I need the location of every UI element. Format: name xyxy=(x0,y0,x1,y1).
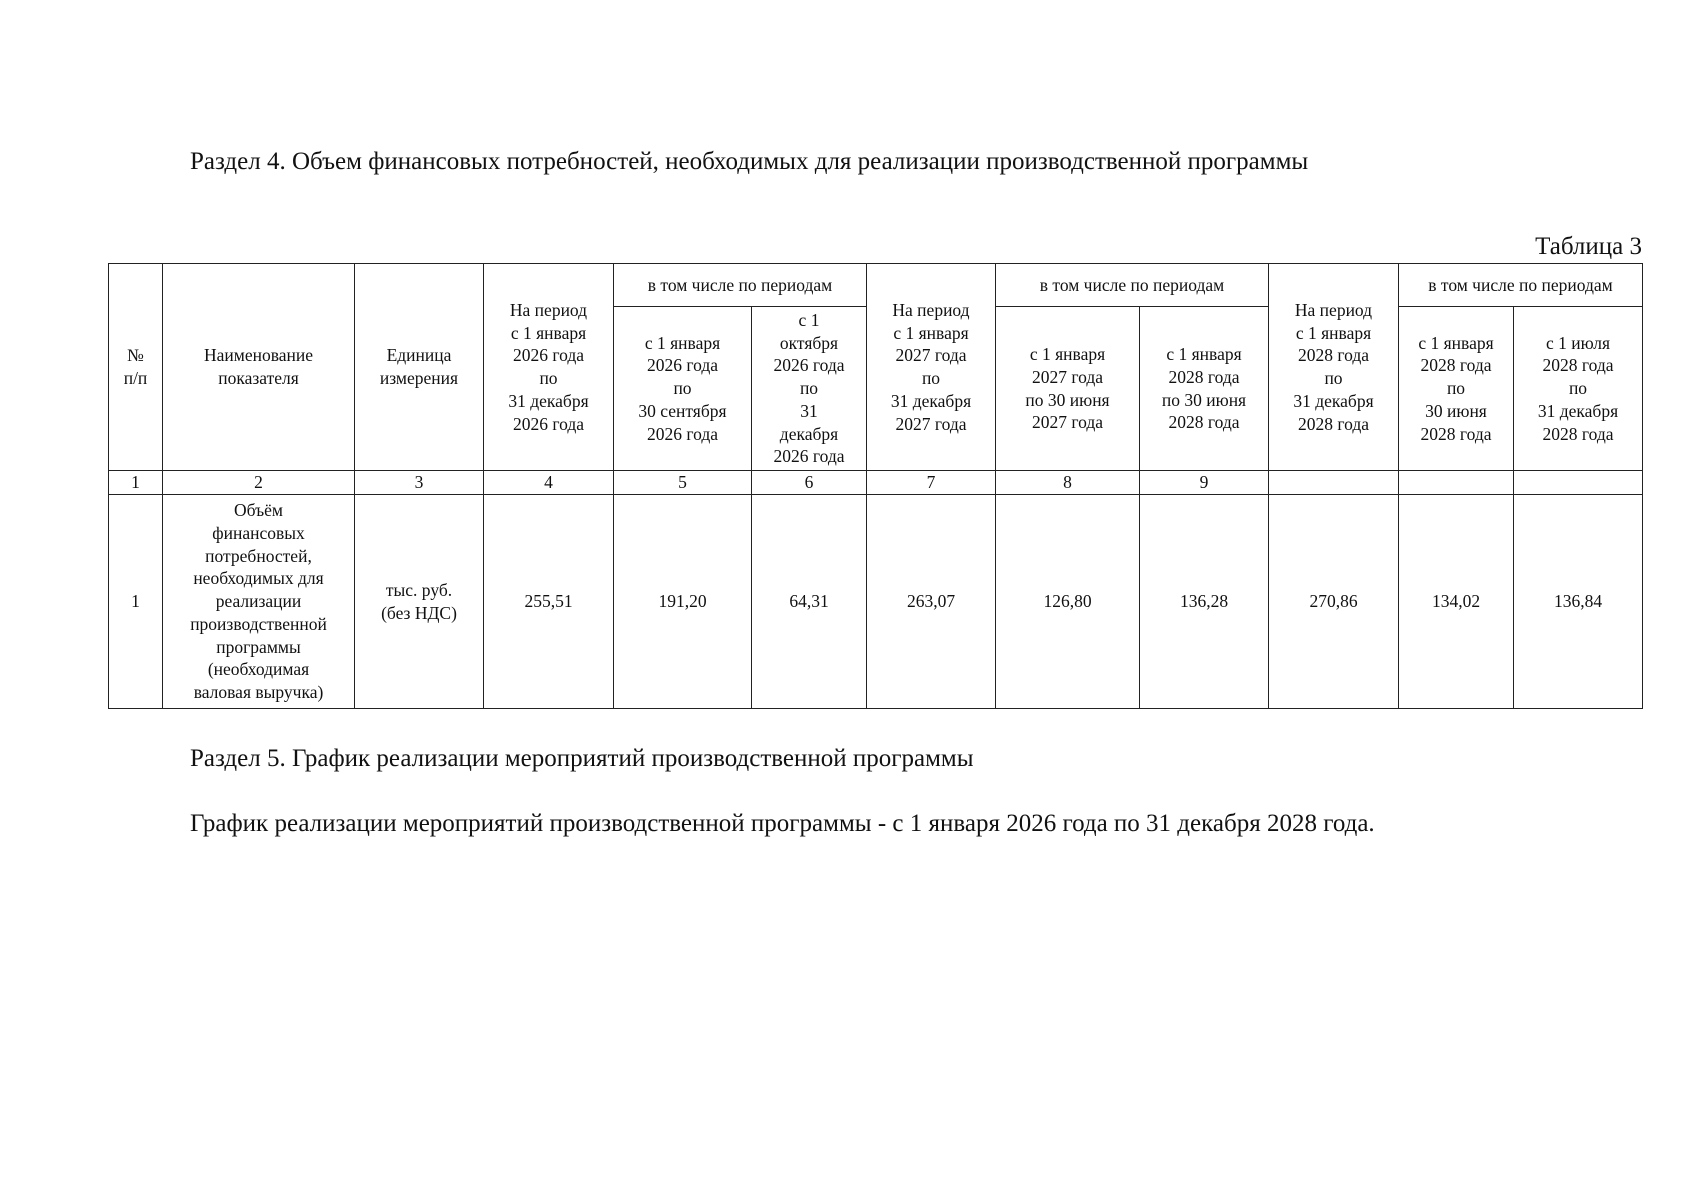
header-indicator-name: Наименование показателя xyxy=(163,264,355,471)
header-subperiod-5: с 1 января 2028 года по 30 июня 2028 года xyxy=(1399,307,1514,471)
column-number xyxy=(1514,471,1643,495)
column-number: 3 xyxy=(355,471,484,495)
value-cell: 263,07 xyxy=(867,495,996,709)
column-number: 1 xyxy=(109,471,163,495)
column-number-row xyxy=(109,471,1643,495)
header-subperiod-2: с 1 октября 2026 года по 31 декабря 2026 года xyxy=(752,307,867,471)
header-subperiod-6: с 1 июля 2028 года по 31 декабря 2028 года xyxy=(1514,307,1643,471)
value-cell: 134,02 xyxy=(1399,495,1514,709)
column-number: 7 xyxy=(867,471,996,495)
header-group-2026: в том числе по периодам xyxy=(614,264,867,307)
column-number: 8 xyxy=(996,471,1140,495)
section-4-title: Раздел 4. Объем финансовых потребностей, необходимых для реализации производственной программы xyxy=(190,148,1309,175)
value-cell: 270,86 xyxy=(1269,495,1399,709)
column-number: 6 xyxy=(752,471,867,495)
table-row xyxy=(109,495,1643,709)
schedule-text: График реализации мероприятий производственной программы - с 1 января 2026 года по 31 декабря 2028 года. xyxy=(190,810,1375,837)
value-cell: 64,31 xyxy=(752,495,867,709)
header-row-1 xyxy=(109,264,1643,307)
header-group-2027: в том числе по периодам xyxy=(996,264,1269,307)
header-period-2027: На период с 1 января 2027 года по 31 декабря 2027 года xyxy=(867,264,996,471)
row-number: 1 xyxy=(109,495,163,709)
value-cell: 136,84 xyxy=(1514,495,1643,709)
header-number: № п/п xyxy=(109,264,163,471)
header-period-2026: На период с 1 января 2026 года по 31 декабря 2026 года xyxy=(484,264,614,471)
header-subperiod-1: с 1 января 2026 года по 30 сентября 2026 года xyxy=(614,307,752,471)
value-cell: 255,51 xyxy=(484,495,614,709)
column-number: 9 xyxy=(1140,471,1269,495)
value-cell: 126,80 xyxy=(996,495,1140,709)
column-number xyxy=(1399,471,1514,495)
column-number: 2 xyxy=(163,471,355,495)
header-unit: Единица измерения xyxy=(355,264,484,471)
column-number: 5 xyxy=(614,471,752,495)
table-caption: Таблица 3 xyxy=(1535,233,1642,260)
value-cell: 191,20 xyxy=(614,495,752,709)
header-period-2028: На период с 1 января 2028 года по 31 декабря 2028 года xyxy=(1269,264,1399,471)
row-unit: тыс. руб. (без НДС) xyxy=(355,495,484,709)
value-cell: 136,28 xyxy=(1140,495,1269,709)
column-number: 4 xyxy=(484,471,614,495)
row-indicator-name: Объём финансовых потребностей, необходимых для реализации производственной программы (необходимая валовая выручка) xyxy=(163,495,355,709)
header-subperiod-3: с 1 января 2027 года по 30 июня 2027 года xyxy=(996,307,1140,471)
header-subperiod-4: с 1 января 2028 года по 30 июня 2028 года xyxy=(1140,307,1269,471)
column-number xyxy=(1269,471,1399,495)
financial-needs-table xyxy=(108,263,1643,709)
section-5-title: Раздел 5. График реализации мероприятий производственной программы xyxy=(190,745,974,772)
header-group-2028: в том числе по периодам xyxy=(1399,264,1643,307)
